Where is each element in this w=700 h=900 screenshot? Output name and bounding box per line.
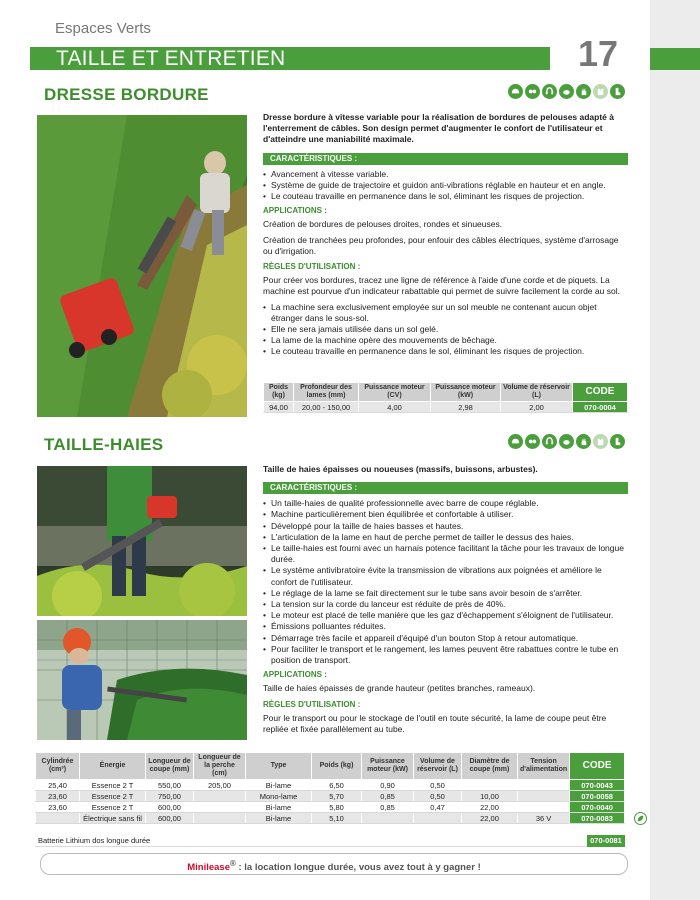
table-header: Volume de réservoir (L)	[414, 753, 462, 780]
section1-caracteristiques-band: CARACTÉRISTIQUES :	[263, 153, 628, 165]
section1-intro: Dresse bordure à vitesse variable pour la réalisation de bordures de pelouses adapté à l'enterrement de câbles. Son design permet d'augmenter le confort de l'utilisateur et d'atteindre une maniabilité maximale.	[263, 112, 614, 145]
section2-caracteristiques-list	[263, 498, 628, 666]
section1-regles-list	[263, 302, 628, 358]
product-code: 070-0083	[570, 813, 625, 824]
table-cell: Mono-lame	[246, 791, 312, 802]
photo-taille-haies-2	[37, 620, 247, 740]
table-header: Longueur de coupe (mm)	[146, 753, 194, 780]
goggles-icon	[525, 434, 540, 449]
spec-table-taille-haies	[35, 752, 625, 824]
safety-icons-row	[508, 434, 625, 449]
battery-row-label: Batterie Lithium dos longue durée	[35, 835, 590, 847]
list-item: • La lame de la machine opère des mouvements de bêchage.	[263, 335, 628, 346]
table-header: Puissance moteur (CV)	[359, 383, 431, 402]
minilease-brand: Minilease	[187, 862, 230, 874]
vest-icon	[593, 84, 608, 99]
section1-regles-intro: Pour créer vos bordures, tracez une ligne de référence à l'aide d'une corde et de piquets. La machine est pourvue d'un indicateur rabattable qui permet de suivre facilement la corde au sol.	[263, 275, 620, 297]
table-cell	[414, 813, 462, 824]
table-cell: 0,85	[362, 791, 414, 802]
table-cell: 600,00	[146, 813, 194, 824]
table-cell: 6,50	[312, 780, 362, 791]
table-cell: 0,47	[414, 802, 462, 813]
gloves-icon	[576, 434, 591, 449]
title-bar	[30, 47, 550, 70]
table-cell: 0,50	[414, 780, 462, 791]
list-item: • Le couteau travaille en permanence dans le sol, éliminant les risques de projection.	[263, 346, 628, 357]
table-row	[36, 791, 625, 802]
table-cell: 20,00 - 150,00	[294, 402, 359, 413]
list-item: • Un taille-haies de qualité professionnelle avec barre de coupe réglable.	[263, 498, 628, 509]
side-tab-bar	[650, 48, 700, 70]
table-cell	[194, 791, 246, 802]
table-cell: 5,10	[312, 813, 362, 824]
table-header-row	[264, 383, 628, 402]
table-cell: Essence 2 T	[80, 802, 146, 813]
section2-caracteristiques-band: CARACTÉRISTIQUES :	[263, 482, 628, 494]
list-item: • Machine particulièrement bien équilibrée et confortable à utiliser.	[263, 509, 628, 520]
minilease-banner	[40, 853, 628, 875]
table-cell: 750,00	[146, 791, 194, 802]
section1-application: Création de bordures de pelouses droites, rondes et sinueuses.	[263, 219, 503, 230]
table-cell: 10,00	[462, 791, 518, 802]
table-row	[264, 402, 628, 413]
table-cell	[462, 780, 518, 791]
table-header: Longueur de la perche (cm)	[194, 753, 246, 780]
table-cell	[36, 813, 80, 824]
table-cell: 205,00	[194, 780, 246, 791]
table-cell: 23,60	[36, 802, 80, 813]
table-cell: Bi-lame	[246, 802, 312, 813]
list-item: • Le couteau travaille en permanence dans le sol, éliminant les risques de projection.	[263, 191, 628, 202]
list-item: • La machine sera exclusivement employée sur un sol meuble ne contenant aucun objet étranger dans le sous-sol.	[263, 302, 628, 324]
table-cell: 550,00	[146, 780, 194, 791]
table-cell: 2,00	[501, 402, 573, 413]
table-cell: 0,50	[414, 791, 462, 802]
table-cell: 600,00	[146, 802, 194, 813]
table-cell	[194, 813, 246, 824]
table-header: Tension d'alimentation	[518, 753, 570, 780]
table-header: Profondeur des lames (mm)	[294, 383, 359, 402]
table-cell: 22,00	[462, 802, 518, 813]
table-header: Puissance moteur (kW)	[362, 753, 414, 780]
list-item: • Avancement à vitesse variable.	[263, 169, 628, 180]
section-title-dresse-bordure: DRESSE BORDURE	[44, 85, 209, 104]
table-header: Diamètre de coupe (mm)	[462, 753, 518, 780]
section2-applications-label: APPLICATIONS :	[263, 670, 327, 680]
list-item: • Système de guide de trajectoire et guidon anti-vibrations réglable en hauteur et en angle.	[263, 180, 628, 191]
category-label: Espaces Verts	[55, 20, 151, 37]
table-header-code: CODE	[570, 753, 625, 780]
side-margin	[650, 0, 700, 900]
table-cell	[194, 802, 246, 813]
table-header-row	[36, 753, 625, 780]
list-item: • Le réglage de la lame se fait directement sur le tube sans avoir besoin de s'arrêter.	[263, 588, 628, 599]
goggles-icon	[525, 84, 540, 99]
table-header: Volume de réservoir (L)	[501, 383, 573, 402]
table-header: Puissance moteur (kW)	[431, 383, 501, 402]
list-item: • Pour faciliter le transport et le rangement, les lames peuvent être rabattues contre le tube en position de transport.	[263, 644, 628, 666]
mask-icon	[559, 434, 574, 449]
photo-taille-haies-1	[37, 466, 247, 616]
product-code: 070-0043	[570, 780, 625, 791]
section2-regles-intro: Pour le transport ou pour le stockage de l'outil en toute sécurité, la lame de coupe peut être repliée et fixée parallèlement au tube.	[263, 712, 607, 735]
table-cell: 5,70	[312, 791, 362, 802]
table-header: Cylindrée (cm³)	[36, 753, 80, 780]
table-header: Poids (kg)	[312, 753, 362, 780]
registered-mark: ®	[230, 859, 236, 868]
page-title: TAILLE ET ENTRETIEN	[56, 47, 286, 70]
section2-intro: Taille de haies épaisses ou noueuses (massifs, buissons, arbustes).	[263, 464, 538, 474]
ear-protection-icon	[542, 434, 557, 449]
table-cell: 0,90	[362, 780, 414, 791]
helmet-icon	[508, 434, 523, 449]
table-cell: 25,40	[36, 780, 80, 791]
ear-protection-icon	[542, 84, 557, 99]
table-header: Énergie	[80, 753, 146, 780]
table-cell: Bi-lame	[246, 780, 312, 791]
boots-icon	[610, 434, 625, 449]
helmet-icon	[508, 84, 523, 99]
list-item: • Le système antivibratoire évite la transmission de vibrations aux poignées et améliore le confort de l'utilisateur.	[263, 565, 628, 587]
table-cell	[518, 802, 570, 813]
list-item: • Le taille-haies est fourni avec un harnais potence facilitant la tâche pour les travaux de longue durée.	[263, 543, 628, 565]
product-code: 070-0040	[570, 802, 625, 813]
table-row	[36, 813, 625, 824]
list-item: • Démarrage très facile et appareil d'équipé d'un bouton Stop à retour automatique.	[263, 633, 628, 644]
table-cell	[362, 813, 414, 824]
mask-icon	[559, 84, 574, 99]
section1-caracteristiques-list	[263, 169, 628, 203]
battery-row-code: 070-0081	[587, 835, 625, 847]
table-cell: 5,80	[312, 802, 362, 813]
boots-icon	[610, 84, 625, 99]
product-code: 070-0004	[573, 402, 628, 413]
table-cell	[518, 780, 570, 791]
list-item: • Développé pour la taille de haies basses et hautes.	[263, 521, 628, 532]
table-header-code: CODE	[573, 383, 628, 402]
section1-regles-label: RÈGLES D'UTILISATION :	[263, 262, 361, 272]
section1-application: Création de tranchées peu profondes, pour enfouir des câbles électriques, système d'arrosage ou d'irrigation.	[263, 234, 619, 256]
table-cell: 22,00	[462, 813, 518, 824]
table-cell: 94,00	[264, 402, 294, 413]
table-cell: Essence 2 T	[80, 791, 146, 802]
section2-regles-label: RÈGLES D'UTILISATION :	[263, 699, 361, 709]
section1-applications-label: APPLICATIONS :	[263, 206, 327, 216]
vest-icon	[593, 434, 608, 449]
table-cell: 0,85	[362, 802, 414, 813]
list-item: • Le moteur est placé de telle manière que les gaz d'échappement s'éloignent de l'utilisateur.	[263, 610, 628, 621]
table-row	[36, 802, 625, 813]
table-cell: 23,60	[36, 791, 80, 802]
table-row	[36, 780, 625, 791]
section2-text	[263, 464, 628, 739]
list-item: • Émissions polluantes réduites.	[263, 621, 628, 632]
safety-icons-row	[508, 84, 625, 99]
table-header: Type	[246, 753, 312, 780]
table-cell	[518, 791, 570, 802]
page-number: 17	[578, 33, 619, 74]
gloves-icon	[576, 84, 591, 99]
list-item: • Elle ne sera jamais utilisée dans un sol gelé.	[263, 324, 628, 335]
table-cell: Électrique sans fil	[80, 813, 146, 824]
minilease-tagline: : la location longue durée, vous avez tout à y gagner !	[235, 862, 481, 874]
section1-text	[263, 112, 628, 358]
photo-dresse-bordure	[37, 115, 247, 417]
table-cell: 36 V	[518, 813, 570, 824]
section-title-taille-haies: TAILLE-HAIES	[44, 435, 164, 454]
table-cell: 2,98	[431, 402, 501, 413]
list-item: • L'articulation de la lame en haut de perche permet de tailler le dessus des haies.	[263, 532, 628, 543]
table-cell: Essence 2 T	[80, 780, 146, 791]
eco-leaf-icon	[634, 812, 647, 825]
spec-table-dresse-bordure	[263, 382, 628, 413]
list-item: • La tension sur la corde du lanceur est réduite de près de 40%.	[263, 599, 628, 610]
product-code: 070-0058	[570, 791, 625, 802]
table-cell: Bi-lame	[246, 813, 312, 824]
table-header: Poids (kg)	[264, 383, 294, 402]
section2-application: Taille de haies épaisses de grande hauteur (petites branches, rameaux).	[263, 683, 536, 694]
table-cell: 4,00	[359, 402, 431, 413]
